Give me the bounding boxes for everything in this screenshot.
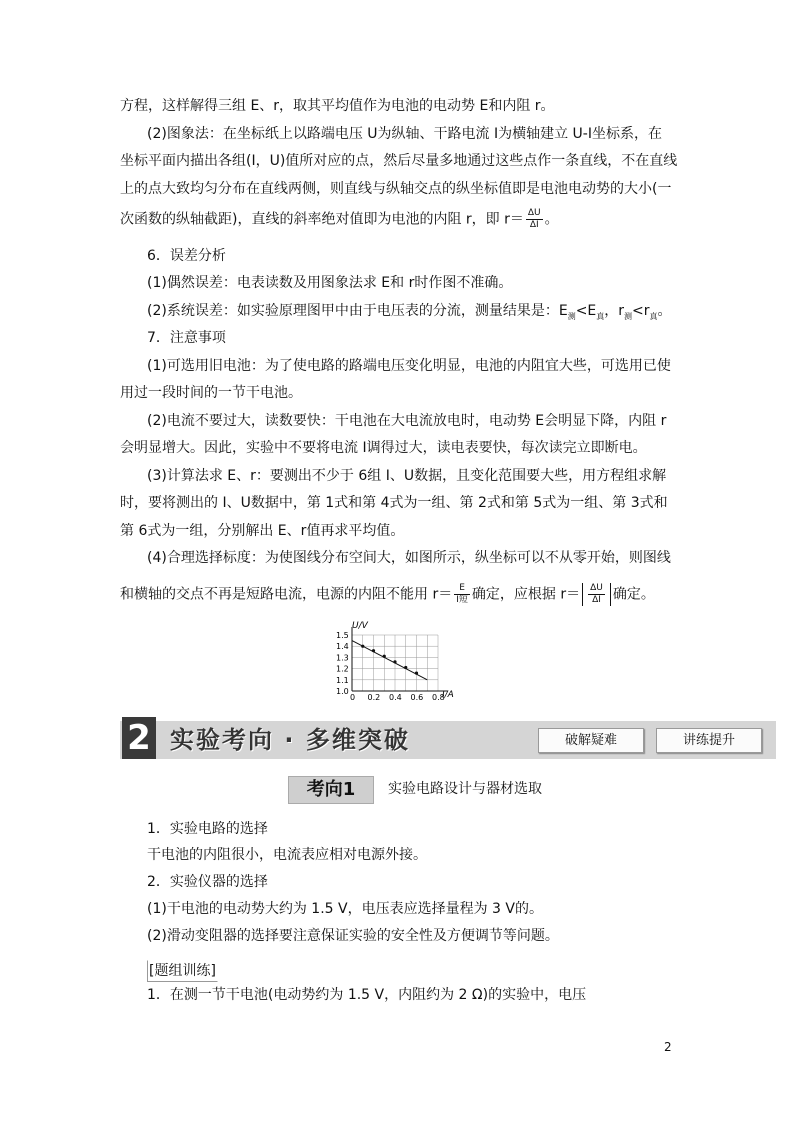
text-line: (1)偶然误差：电表读数及用图象法求 E和 r时作图不准确。 xyxy=(147,275,513,291)
section-heading: 7．注意事项 xyxy=(147,330,226,346)
kaoxiang-title: 实验电路设计与器材选取 xyxy=(388,781,542,797)
y-axis-label: U/V xyxy=(352,621,368,631)
subscript: 真 xyxy=(596,311,605,321)
text-line: (2)滑动变阻器的选择要注意保证实验的安全性及方便调节等问题。 xyxy=(147,928,559,944)
data-point xyxy=(393,660,396,663)
text-segment: <E xyxy=(575,303,597,319)
exercise-tag: [题组训练] xyxy=(147,960,218,982)
x-axis-label: I/A xyxy=(442,690,454,700)
fraction-denominator: ΔI xyxy=(529,220,539,230)
data-point xyxy=(404,666,407,669)
absolute-value xyxy=(582,583,611,606)
fraction-denominator: I短 xyxy=(456,595,468,605)
text-line: (1)可选用旧电池：为了使电路的路端电压变化明显，电池的内阻宜大些，可选用已使 xyxy=(147,358,671,374)
y-tick-label: 1.2 xyxy=(336,664,349,674)
text-line: (3)计算法求 E、r：要测出不少于 6组 I、U数据，且变化范围要大些，用方程组求解 xyxy=(147,468,667,484)
text-line: (2)电流不要过大，读数要快：干电池在大电流放电时，电动势 E会明显下降，内阻 r xyxy=(147,413,667,429)
pojie-button[interactable]: 破解疑难 xyxy=(538,728,644,753)
x-tick-label: 0 xyxy=(350,693,356,702)
text-segment: 和横轴的交点不再是短路电流，电源的内阻不能用 r＝ xyxy=(120,586,453,603)
subscript: 真 xyxy=(649,311,658,321)
text-line: 会明显增大。因此，实验中不要将电流 I调得过大，读电表要快，每次读完立即断电。 xyxy=(120,440,647,456)
text-line: (2)图象法：在坐标纸上以路端电压 U为纵轴、干路电流 I为横轴建立 U-I坐标系，在 xyxy=(147,126,662,142)
text-line: 1．在测一节干电池(电动势约为 1.5 V，内阻约为 2 Ω)的实验中，电压 xyxy=(147,987,587,1003)
text-segment: 确定。 xyxy=(612,586,655,603)
text-segment: (2)系统误差：如实验原理图甲中由于电压表的分流，测量结果是：E xyxy=(147,303,568,319)
y-tick-label: 1.1 xyxy=(336,675,349,685)
section-heading: 2．实验仪器的选择 xyxy=(147,874,268,890)
text-line: 上的点大致均匀分布在直线两侧，则直线与纵轴交点的纵坐标值即是电池电动势的大小(一 xyxy=(120,181,672,197)
text-segment: 次函数的纵轴截距)，直线的斜率绝对值即为电池的内阻 r，即 r＝ xyxy=(120,211,524,228)
text-line: 干电池的内阻很小，电流表应相对电源外接。 xyxy=(147,847,427,863)
x-tick-label: 0.2 xyxy=(367,693,381,702)
text-line-formula xyxy=(120,583,655,606)
subscript: 测 xyxy=(624,311,633,321)
fraction-numerator: ΔU xyxy=(590,583,603,593)
section-heading: 6．误差分析 xyxy=(147,248,226,264)
x-tick-label: 0.8 xyxy=(432,693,445,702)
subscript: 测 xyxy=(567,311,576,321)
text-line: 方程，这样解得三组 E、r，取其平均值作为电池的电动势 E和内阻 r。 xyxy=(120,98,555,114)
fraction-numerator: ΔU xyxy=(527,208,541,218)
x-tick-label: 0.6 xyxy=(410,693,424,702)
y-tick-label: 1.4 xyxy=(336,642,349,652)
text-line-formula xyxy=(147,301,672,327)
fraction xyxy=(454,583,470,606)
text-line: (1)干电池的电动势大约为 1.5 V，电压表应选择量程为 3 V的。 xyxy=(147,901,543,917)
data-point xyxy=(415,671,418,674)
data-point xyxy=(361,645,364,648)
section-number: 2 xyxy=(122,717,156,759)
text-segment: ，r xyxy=(604,303,625,319)
y-tick-label: 1.0 xyxy=(336,687,349,696)
text-segment: <r xyxy=(632,303,650,319)
kaoxiang-label: 考向1 xyxy=(288,776,374,804)
fraction-numerator: E xyxy=(454,583,470,595)
x-tick-label: 0.4 xyxy=(389,693,402,702)
text-segment: 。 xyxy=(657,303,672,319)
section-heading: 1．实验电路的选择 xyxy=(147,821,268,837)
y-tick-label: 1.3 xyxy=(336,653,349,663)
text-line: (4)合理选择标度：为使图线分布空间大，如图所示，纵坐标可以不从零开始，则图线 xyxy=(147,550,671,566)
text-segment: 。 xyxy=(544,211,559,228)
jianglian-button[interactable]: 讲练提升 xyxy=(656,728,762,753)
fraction xyxy=(588,583,605,606)
page-number: 2 xyxy=(664,1040,672,1054)
fraction-denominator: ΔI xyxy=(592,595,601,605)
text-line: 用过一段时间的一节干电池。 xyxy=(120,385,302,401)
y-tick-label: 1.5 xyxy=(336,631,349,640)
u-i-chart xyxy=(330,617,470,703)
section-title: 实验考向 · 多维突破 xyxy=(170,726,410,754)
data-point xyxy=(372,649,375,652)
text-line: 时，要将测出的 I、U数据中，第 1式和第 4式为一组、第 2式和第 5式为一组、第 3式和 xyxy=(120,495,668,511)
text-line-formula xyxy=(120,208,559,231)
text-line: 坐标平面内描出各组(I，U)值所对应的点，然后尽量多地通过这些点作一条直线，不在直线 xyxy=(120,153,678,169)
text-segment: 确定，应根据 r＝ xyxy=(471,586,581,603)
fraction xyxy=(526,208,543,231)
text-line: 第 6式为一组，分别解出 E、r值再求平均值。 xyxy=(120,523,405,539)
data-point xyxy=(383,655,386,658)
